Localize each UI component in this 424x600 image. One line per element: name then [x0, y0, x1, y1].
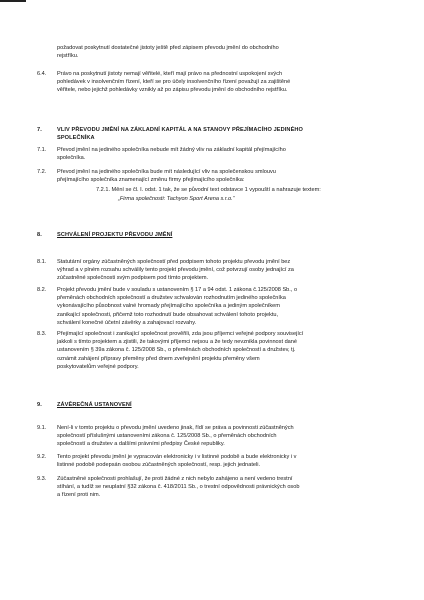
- section-8-heading: SCHVÁLENÍ PROJEKTU PŘEVODU JMĚNÍ: [57, 232, 173, 238]
- section-9-number: 9.: [37, 402, 42, 408]
- paragraph-8-3: Přejímající společnost i zanikající společnost prověřili, zda jsou příjemci veřejné podpory související jakkoli s tímto projektem a zjistili, že takovými příjemci nejsou a že tedy nevznikla povinnost dané ustanovením § 39a zákona č. 125/2008 Sb., o přeměnách obchodních společností a družstev, tj. oznámit zahájení přípravy přeměny před dnem zveřejnění projektu přeměny všem poskytovatelům veřejné podpory.: [57, 331, 304, 370]
- paragraph-6-4: Právo na poskytnutí jistoty nemají věřitelé, kteří mají právo na přednostní uspokojení svých pohledávek v insolvenčním řízení, kteří se pro účely insolvenčního řízení považují za zajištěné věřitele, nebo jejichž pohledávky vznikly až po zápisu převodu jmění do obchodního rejstříku.: [57, 71, 291, 94]
- paragraph-9-1-number: 9.1.: [37, 425, 47, 431]
- paragraph-7-2-1-quote: „Firma společnosti: Tachyon Sport Arena s.r.o.“: [118, 196, 235, 202]
- paragraph-7-2-number: 7.2.: [37, 169, 47, 175]
- paragraph-7-2: Převod jmění na jediného společníka bude mít následující vliv na společenskou smlouvu přejímajícího společníka znamenající změnu firmy přejímajícího společníka:: [57, 169, 276, 184]
- paragraph-9-1: Není-li v tomto projektu o převodu jmění uvedeno jinak, řídí se práva a povinnosti zúčastněných společností příslušnými ustanoveními zákona č. 125/2008 Sb., o přeměnách obchodních společností a družstev a dalšími právními předpisy České republiky.: [57, 425, 294, 448]
- paragraph-8-2: Projekt převodu jmění bude v souladu s ustanovením § 17 a 94 odst. 1 zákona č.125/2008 Sb., o přeměnách obchodních společností a družstev schvalován rozhodnutím jediného společníka vykonávajícího působnost valné hromady přejímajícího společníka a jediným společníkem zanikající společnosti, přičemž toto rozhodnutí bude obsahovat schválení tohoto projektu, schválení konečné účetní závěrky a zahajovací rozvahy.: [57, 287, 298, 326]
- paragraph-9-2: Tento projekt převodu jmění je vypracován elektronicky i v listinné podobě a bude elektronicky i v listinné podobě podepsán osobou zúčastněných společností, resp. jejich jednateli.: [57, 454, 297, 469]
- section-8-number: 8.: [37, 232, 42, 238]
- paragraph-6-3-continuation: požadovat poskytnutí dostatečné jistoty ještě před zápisem převodu jmění do obchodního rejstříku.: [57, 45, 279, 60]
- paragraph-7-1: Převod jmění na jediného společníka nebude mít žádný vliv na základní kapitál přejímajícího společníka.: [57, 147, 286, 162]
- section-7-number: 7.: [37, 127, 42, 133]
- paragraph-6-4-number: 6.4.: [37, 71, 47, 77]
- section-7-heading: VLIV PŘEVODU JMĚNÍ NA ZÁKLADNÍ KAPITÁL A NA STANOVY PŘEJÍMACÍHO JEDINÉHO SPOLEČNÍKA: [57, 127, 303, 142]
- section-9-heading: ZÁVĚREČNÁ USTANOVENÍ: [57, 402, 132, 408]
- paragraph-8-1: Statutární orgány zúčastněných společností před podpisem tohoto projektu převodu jmění bez výhrad a v plném rozsahu schválily tento projekt převodu jmění, což potvrzují osoby jednající za zúčastněné společnosti svým podpisem pod tímto projektem.: [57, 259, 294, 282]
- paragraph-9-2-number: 9.2.: [37, 454, 47, 460]
- paragraph-9-3-number: 9.3.: [37, 476, 47, 482]
- paragraph-7-2-1: 7.2.1. Mění se čl. I. odst. 1 tak, že se původní text odstavce 1 vypouští a nahrazuje textem:: [96, 187, 321, 193]
- paragraph-8-2-number: 8.2.: [37, 287, 47, 293]
- paragraph-8-3-number: 8.3.: [37, 331, 47, 337]
- paragraph-9-3: Zúčastněné společnosti prohlašují, že proti žádné z nich nebylo zahájeno a není vedeno trestní stíhání, a tudíž se neuplatní §32 zákona č. 418/2011 Sb., o trestní odpovědnosti právnických osob a řízení proti nim.: [57, 476, 300, 499]
- paragraph-8-1-number: 8.1.: [37, 259, 47, 265]
- paragraph-7-1-number: 7.1.: [37, 147, 47, 153]
